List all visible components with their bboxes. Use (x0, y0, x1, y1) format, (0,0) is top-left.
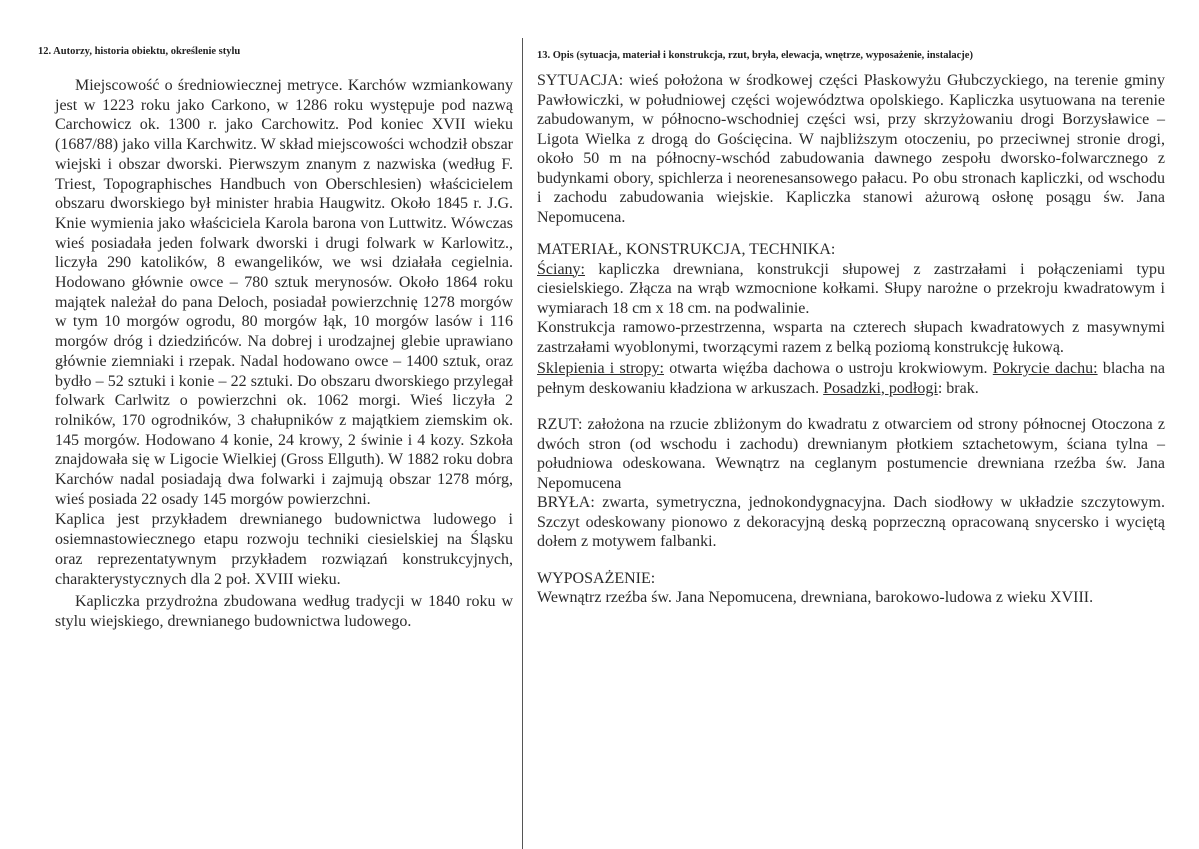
walls-paragraph (537, 260, 1165, 319)
style-paragraph: Kaplica jest przykładem drewnianego budownictwa ludowego i osiemnastowiecznego etapu rozwoju techniki ciesielskiej na Śląsku oraz reprezentatywnym przykładem rozwiązań konstrukcyjnych, charakterystycznych dla 2 poł. XVIII wieku. (55, 511, 513, 588)
roofing-text: blacha na pełnym deskowaniu kładziona w arkuszach. (537, 360, 1165, 397)
vaults-label: Sklepienia i stropy: (537, 360, 664, 377)
chapel-paragraph: Kapliczka przydrożna zbudowana według tradycji w 1840 roku w stylu wiejskiego, drewnianego budownictwa ludowego. (55, 593, 513, 630)
section-13-heading: 13. Opis (sytuacja, materiał i konstrukcja, rzut, bryła, elewacja, wnętrze, wyposażenie, instalacje) (537, 50, 973, 61)
construction-paragraph: Konstrukcja ramowo-przestrzenna, wsparta na czterech słupach kwadratowych z masywnymi zastrzałami wyoblonymi, tworzącymi razem z belką poziomą konstrukcję łukową. (537, 319, 1165, 356)
floors-text: : brak. (937, 379, 979, 397)
vaults-paragraph (537, 359, 1165, 398)
column-divider (522, 38, 523, 849)
roofing-label: Pokrycie dachu: (992, 360, 1098, 377)
situation-paragraph: SYTUACJA: wieś położona w środkowej części Płaskowyżu Głubczyckiego, na terenie gminy Pawłowiczki, w południowej części województwa opolskiego. Kapliczka usytuowana na terenie zabudowanym, w północno-wschodniej części wsi, przy skrzyżowaniu drogi Borzysławice – Ligota Wielka z drogą do Gościęcina. W najbliższym otoczeniu, po przeciwnej stronie drogi, około 50 m na północny-wschód zabudowania dawnego zespołu dworsko-folwarcznego z budynkami obory, spichlerza i neorenesansowego pałacu. Po obu stronach kapliczki, od wschodu i zachodu zabudowania wiejskie. Kapliczka stanowi ażurową osłonę posągu św. Jana Nepomucena. (537, 72, 1165, 226)
furnishings-heading: WYPOSAŻENIE: (537, 569, 656, 587)
history-paragraph: Miejscowość o średniowiecznej metryce. Karchów wzmiankowany jest w 1223 roku jako Carkono, w 1286 roku występuje pod nazwą Carchowicz ok. 1300 r. jako Carchowitz. Pod koniec XVII wieku (1687/88) jako villa Karchwitz. W skład miejscowości wchodził obszar wiejski i obszar dworski. Pierwszym znanym z nazwiska (według F. Triest, Topographisches Handbuch von Oberschlesien) właścicielem obszaru dworskiego był minister hrabia Haugwitz. Około 1845 r. J.G. Knie wymienia jako właściciela Karola barona von Luttwitz. Wówczas wieś posiadała jeden folwark dworski i drugi folwark w Karlowitz., liczyła 290 katolików, 8 ewangelików, we wsi działała cegielnia. Hodowano głównie owce – 780 sztuk merynosów. Około 1864 roku majątek należał do pana Deloch, posiadał powierzchnię 1278 morgów w tym 10 morgów ogrodu, 80 morgów łąk, 10 morgów lasów i 116 morgów dróg i dziedzińców. Na dobrej i urodzajnej glebie uprawiano głównie ziemniaki i rzepak. Nadal hodowano owce – 1400 sztuk, oraz bydło – 52 sztuki i konie – 22 sztuki. Do obszaru dworskiego przylegał folwark Carlwitz o powierzchni ok. 1062 morgi. Wieś liczyła 2 rolników, 170 ogrodników, 3 chałupników z majątkiem ziemskim ok. 145 morgów. Hodowano 4 konie, 24 krowy, 2 świnie i 4 kozy. Szkoła znajdowała się w Ligocie Wielkiej (Gross Ellguth). W 1882 roku dobra Karchów nadal posiadają dwa folwarki i zajmują obszar 1278 mórg, wieś posiada 22 osady 145 morgów powierzchni. (55, 77, 513, 508)
walls-text: kapliczka drewniana, konstrukcji słupowej z zastrzałami i połączeniami typu ciesielskiego. Złącza na wrąb wzmocnione kołkami. Słupy narożne o przekroju kwadratowym i wymiarach 18 cm x 18 cm. na podwalinie. (537, 260, 1165, 317)
furnishings-paragraph: Wewnątrz rzeźba św. Jana Nepomucena, drewniana, barokowo-ludowa z wieku XVIII. (537, 589, 1094, 606)
floors-label: Posadzki, podłogi (823, 379, 938, 397)
material-heading: MATERIAŁ, KONSTRUKCJA, TECHNIKA: (537, 241, 836, 258)
walls-label: Ściany: (537, 260, 585, 278)
form-paragraph: BRYŁA: zwarta, symetryczna, jednokondygnacyjna. Dach siodłowy w układzie szczytowym. Szczyt odeskowany pionowo z dekoracyjną deską poprzeczną opracowaną snycersko i wyciętą dołem z motywem falbanki. (537, 494, 1165, 550)
vaults-text: otwarta więźba dachowa o ustroju krokwiowym. (663, 360, 993, 377)
history-column (55, 76, 513, 632)
description-column (537, 71, 1165, 608)
section-12-heading: 12. Autorzy, historia obiektu, określenie stylu (38, 46, 241, 57)
plan-paragraph: RZUT: założona na rzucie zbliżonym do kwadratu z otwarciem od strony północnej Otoczona z dwóch stron (od wschodu i zachodu) drewnianym płotkiem sztachetowym, ściana tylna – południowa odeskowana. Wewnątrz na ceglanym postumencie drewniana rzeźba św. Jana Nepomucena (537, 416, 1165, 492)
